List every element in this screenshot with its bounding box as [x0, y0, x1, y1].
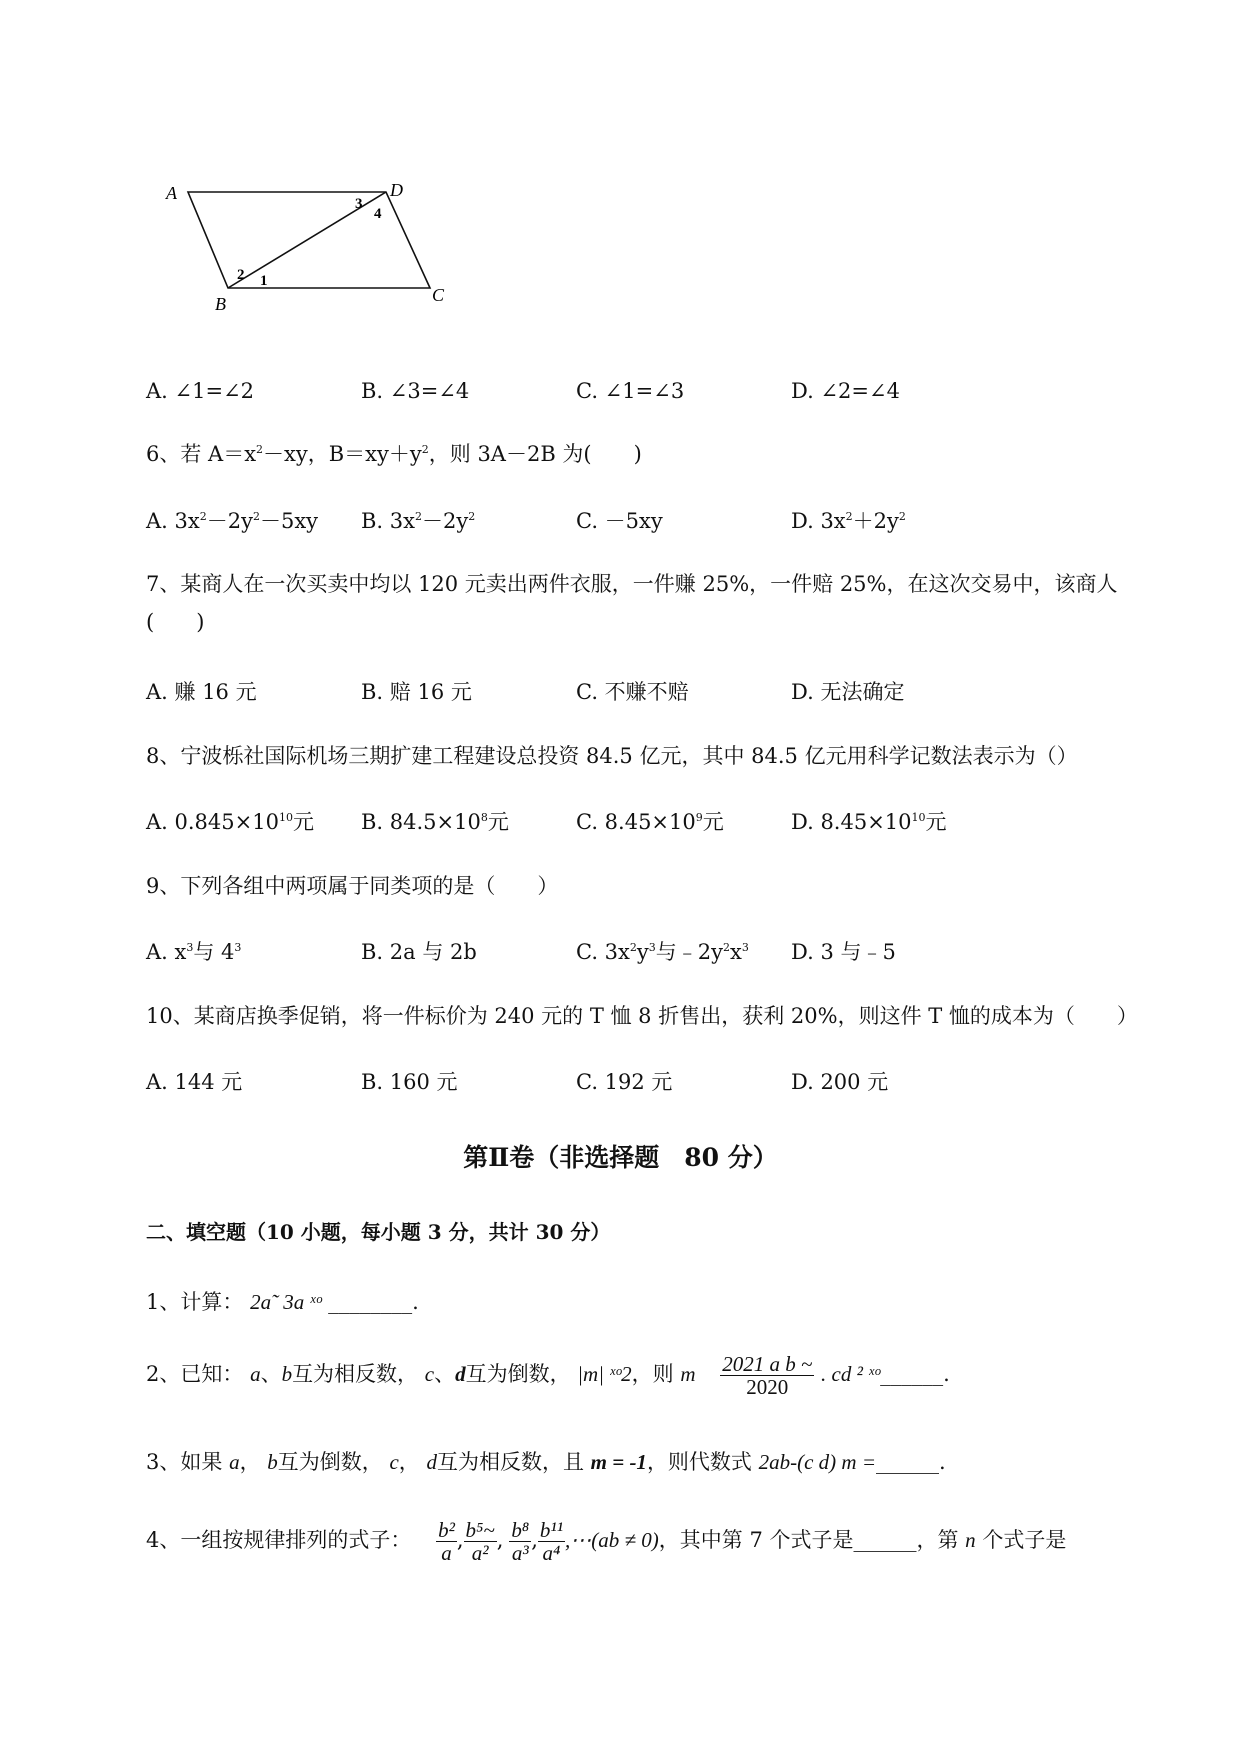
q6-option-d[interactable]: D. $3x^2+2y^2$: [791, 509, 906, 533]
q8-option-d[interactable]: D. $8.45\times 10^{10}$元: [791, 810, 947, 834]
fill-q3-var-a: a: [229, 1450, 240, 1474]
q5-option-a[interactable]: A. ∠1=∠2: [146, 379, 255, 403]
fill-q4-blank[interactable]: ______: [853, 1528, 917, 1552]
q6-option-a[interactable]: A. $3x^2-2y^2-5xy$: [146, 509, 319, 533]
q10-options: [146, 1066, 1146, 1098]
q7-stem-line1: 7、某商人在一次买卖中均以 120 元卖出两件衣服，一件赚 25%，一件赔 25%，在这次交易中，该商人: [146, 572, 1118, 596]
q6-option-c[interactable]: C. －5xy: [576, 509, 663, 533]
q9-option-a[interactable]: A. $x^3$与 $4^3$: [146, 940, 242, 964]
q7-options: [146, 676, 1146, 708]
q8-stem: 8、宁波栎社国际机场三期扩建工程建设总投资 84.5 亿元，其中 84.5 亿元用科学记数法表示为（）: [146, 744, 1078, 768]
fill-q2-prefix: 2、已知：: [146, 1362, 244, 1386]
q6-sup: 2: [256, 443, 264, 456]
fill-q4-fraction-2: $\frac{\text{b⁵\textasciitilde{}}}{\text{a²}}$: [465, 1518, 495, 1565]
fill-q2-tail: . cd ² ˣᵒ: [821, 1362, 881, 1386]
q7-option-c[interactable]: C. 不赚不赔: [576, 680, 689, 704]
fill-q4: 4、一组按规律排列的式子： $\frac{\text{b²}}{a}$ , $\frac{\text{b⁵\textasciitilde{}}}{\text{a²}}$ , $\frac{\text{b⁸}}{\text{a³}}$ , $\frac{\text{b¹¹}}{\text{a⁴}}$ ,⋯(ab ≠ 0)，其中第 7 个式子是______，第 n 个式子是: [146, 1518, 1067, 1565]
fill-q2-var-d: d: [455, 1362, 466, 1386]
fill-q4-fraction-4: $\frac{\text{b¹¹}}{\text{a⁴}}$: [539, 1518, 563, 1565]
fill-q3: 3、如果 a， b互为倒数， c， d互为相反数，且 m = -1，则代数式 2ab-(c d) m =______.: [146, 1450, 946, 1474]
q10-option-c[interactable]: C. 192 元: [576, 1070, 673, 1094]
fill-q2: 2、已知： a、b互为相反数， c、d互为倒数， |m| ˣᵒ2，则 m $\frac{\text{2021 a b \textasciitilde{}}}{2020}$ . cd ² ˣᵒ______.: [146, 1352, 950, 1399]
label-angle-3: 3: [355, 196, 363, 212]
part2-title: 第Ⅱ卷（非选择题 80 分）: [463, 1143, 778, 1172]
q6-stem-text: －xy，B＝xy＋y: [263, 442, 422, 466]
q6-options: [146, 505, 1146, 537]
fill-q4-tail: ,⋯(ab ≠ 0): [565, 1528, 659, 1552]
fill-q2-fraction-num: 2021 a b ~: [722, 1352, 813, 1376]
section2-title: 二、填空题（10 小题，每小题 3 分，共计 30 分）: [146, 1220, 611, 1244]
q9-option-b[interactable]: B. 2a 与 2b: [361, 940, 477, 964]
label-angle-2: 2: [237, 267, 245, 283]
fill-q2-fraction: [720, 1353, 814, 1398]
q6-option-b[interactable]: B. $3x^2-2y^2$: [361, 509, 476, 533]
q10-stem: 10、某商店换季促销，将一件标价为 240 元的 T 恤 8 折售出，获利 20%，则这件 T 恤的成本为（ ）: [146, 1004, 1138, 1028]
q5-options: [146, 375, 1146, 407]
fill-q4-prefix: 4、一组按规律排列的式子：: [146, 1528, 412, 1552]
q8-option-b[interactable]: B. $84.5\times 10^8$元: [361, 810, 509, 834]
fill-q3-blank[interactable]: ______.: [876, 1450, 946, 1474]
q6-stem-text: 6、若 A＝x: [146, 442, 257, 466]
fill-q1-blank[interactable]: ________.: [328, 1290, 419, 1314]
fill-q4-fraction-1: $\frac{\text{b²}}{a}$: [438, 1518, 455, 1565]
fill-q3-var-b: b: [267, 1450, 278, 1474]
label-angle-1: 1: [260, 273, 268, 289]
q8-option-a[interactable]: A. $0.845\times 10^{10}$元: [146, 810, 314, 834]
fill-q1: [146, 1286, 419, 1318]
parallelogram-figure: [160, 168, 460, 318]
q7-option-a[interactable]: A. 赚 16 元: [146, 680, 257, 704]
q9-option-c[interactable]: C. $3x^2y^3$与$﹣2y^2x^3$: [576, 940, 749, 964]
fill-q2-var-a: a: [250, 1362, 261, 1386]
fill-q2-var-m: m: [680, 1362, 696, 1386]
fill-q2-fraction-den: 2020: [746, 1375, 789, 1399]
q8-options: [146, 806, 1146, 838]
q7-option-d[interactable]: D. 无法确定: [791, 680, 905, 704]
label-vertex-c: C: [432, 285, 445, 305]
q8-option-c[interactable]: C. $8.45\times 10^9$元: [576, 810, 724, 834]
q5-option-b[interactable]: B. ∠3=∠4: [361, 379, 470, 403]
q5-option-d[interactable]: D. ∠2=∠4: [791, 379, 900, 403]
q7-stem-line2: ( ): [146, 610, 205, 634]
label-vertex-a: A: [166, 183, 177, 203]
fill-q2-blank[interactable]: ______.: [880, 1362, 950, 1386]
q10-option-a[interactable]: A. 144 元: [146, 1070, 243, 1094]
fill-q2-abs-m: |m| ˣᵒ2: [577, 1362, 632, 1386]
q9-options: [146, 936, 1146, 968]
q7-option-b[interactable]: B. 赔 16 元: [361, 680, 472, 704]
fill-q1-prefix: 1、计算：: [146, 1290, 244, 1314]
q9-option-d[interactable]: D. 3 与﹣5: [791, 940, 896, 964]
parallelogram-abcd: [188, 192, 430, 288]
fill-q1-expression: 2a˜ 3a ˣᵒ: [250, 1290, 322, 1314]
fill-q4-var-n: n: [965, 1528, 976, 1552]
q10-option-b[interactable]: B. 160 元: [361, 1070, 458, 1094]
q10-option-d[interactable]: D. 200 元: [791, 1070, 889, 1094]
q6-stem-text: ，则 3A－2B 为( ): [428, 442, 642, 466]
q5-option-c[interactable]: C. ∠1=∠3: [576, 379, 685, 403]
fill-q3-var-d: d: [426, 1450, 437, 1474]
fill-q3-expression: 2ab-(c d) m =: [758, 1450, 877, 1474]
fill-q2-var-b: b: [281, 1362, 293, 1386]
q9-stem: 9、下列各组中两项属于同类项的是（ ）: [146, 874, 559, 898]
q6-stem: [146, 438, 642, 470]
q6-sup: 2: [421, 443, 429, 456]
fill-q3-condition: m = -1: [590, 1450, 647, 1474]
label-vertex-b: B: [215, 294, 226, 314]
fill-q3-var-c: c: [389, 1450, 399, 1474]
fill-q4-fraction-3: $\frac{\text{b⁸}}{\text{a³}}$: [511, 1518, 530, 1565]
label-vertex-d: D: [390, 180, 403, 200]
fill-q2-var-c: c: [424, 1362, 435, 1386]
label-angle-4: 4: [374, 206, 382, 222]
fill-q3-prefix: 3、如果: [146, 1450, 223, 1474]
